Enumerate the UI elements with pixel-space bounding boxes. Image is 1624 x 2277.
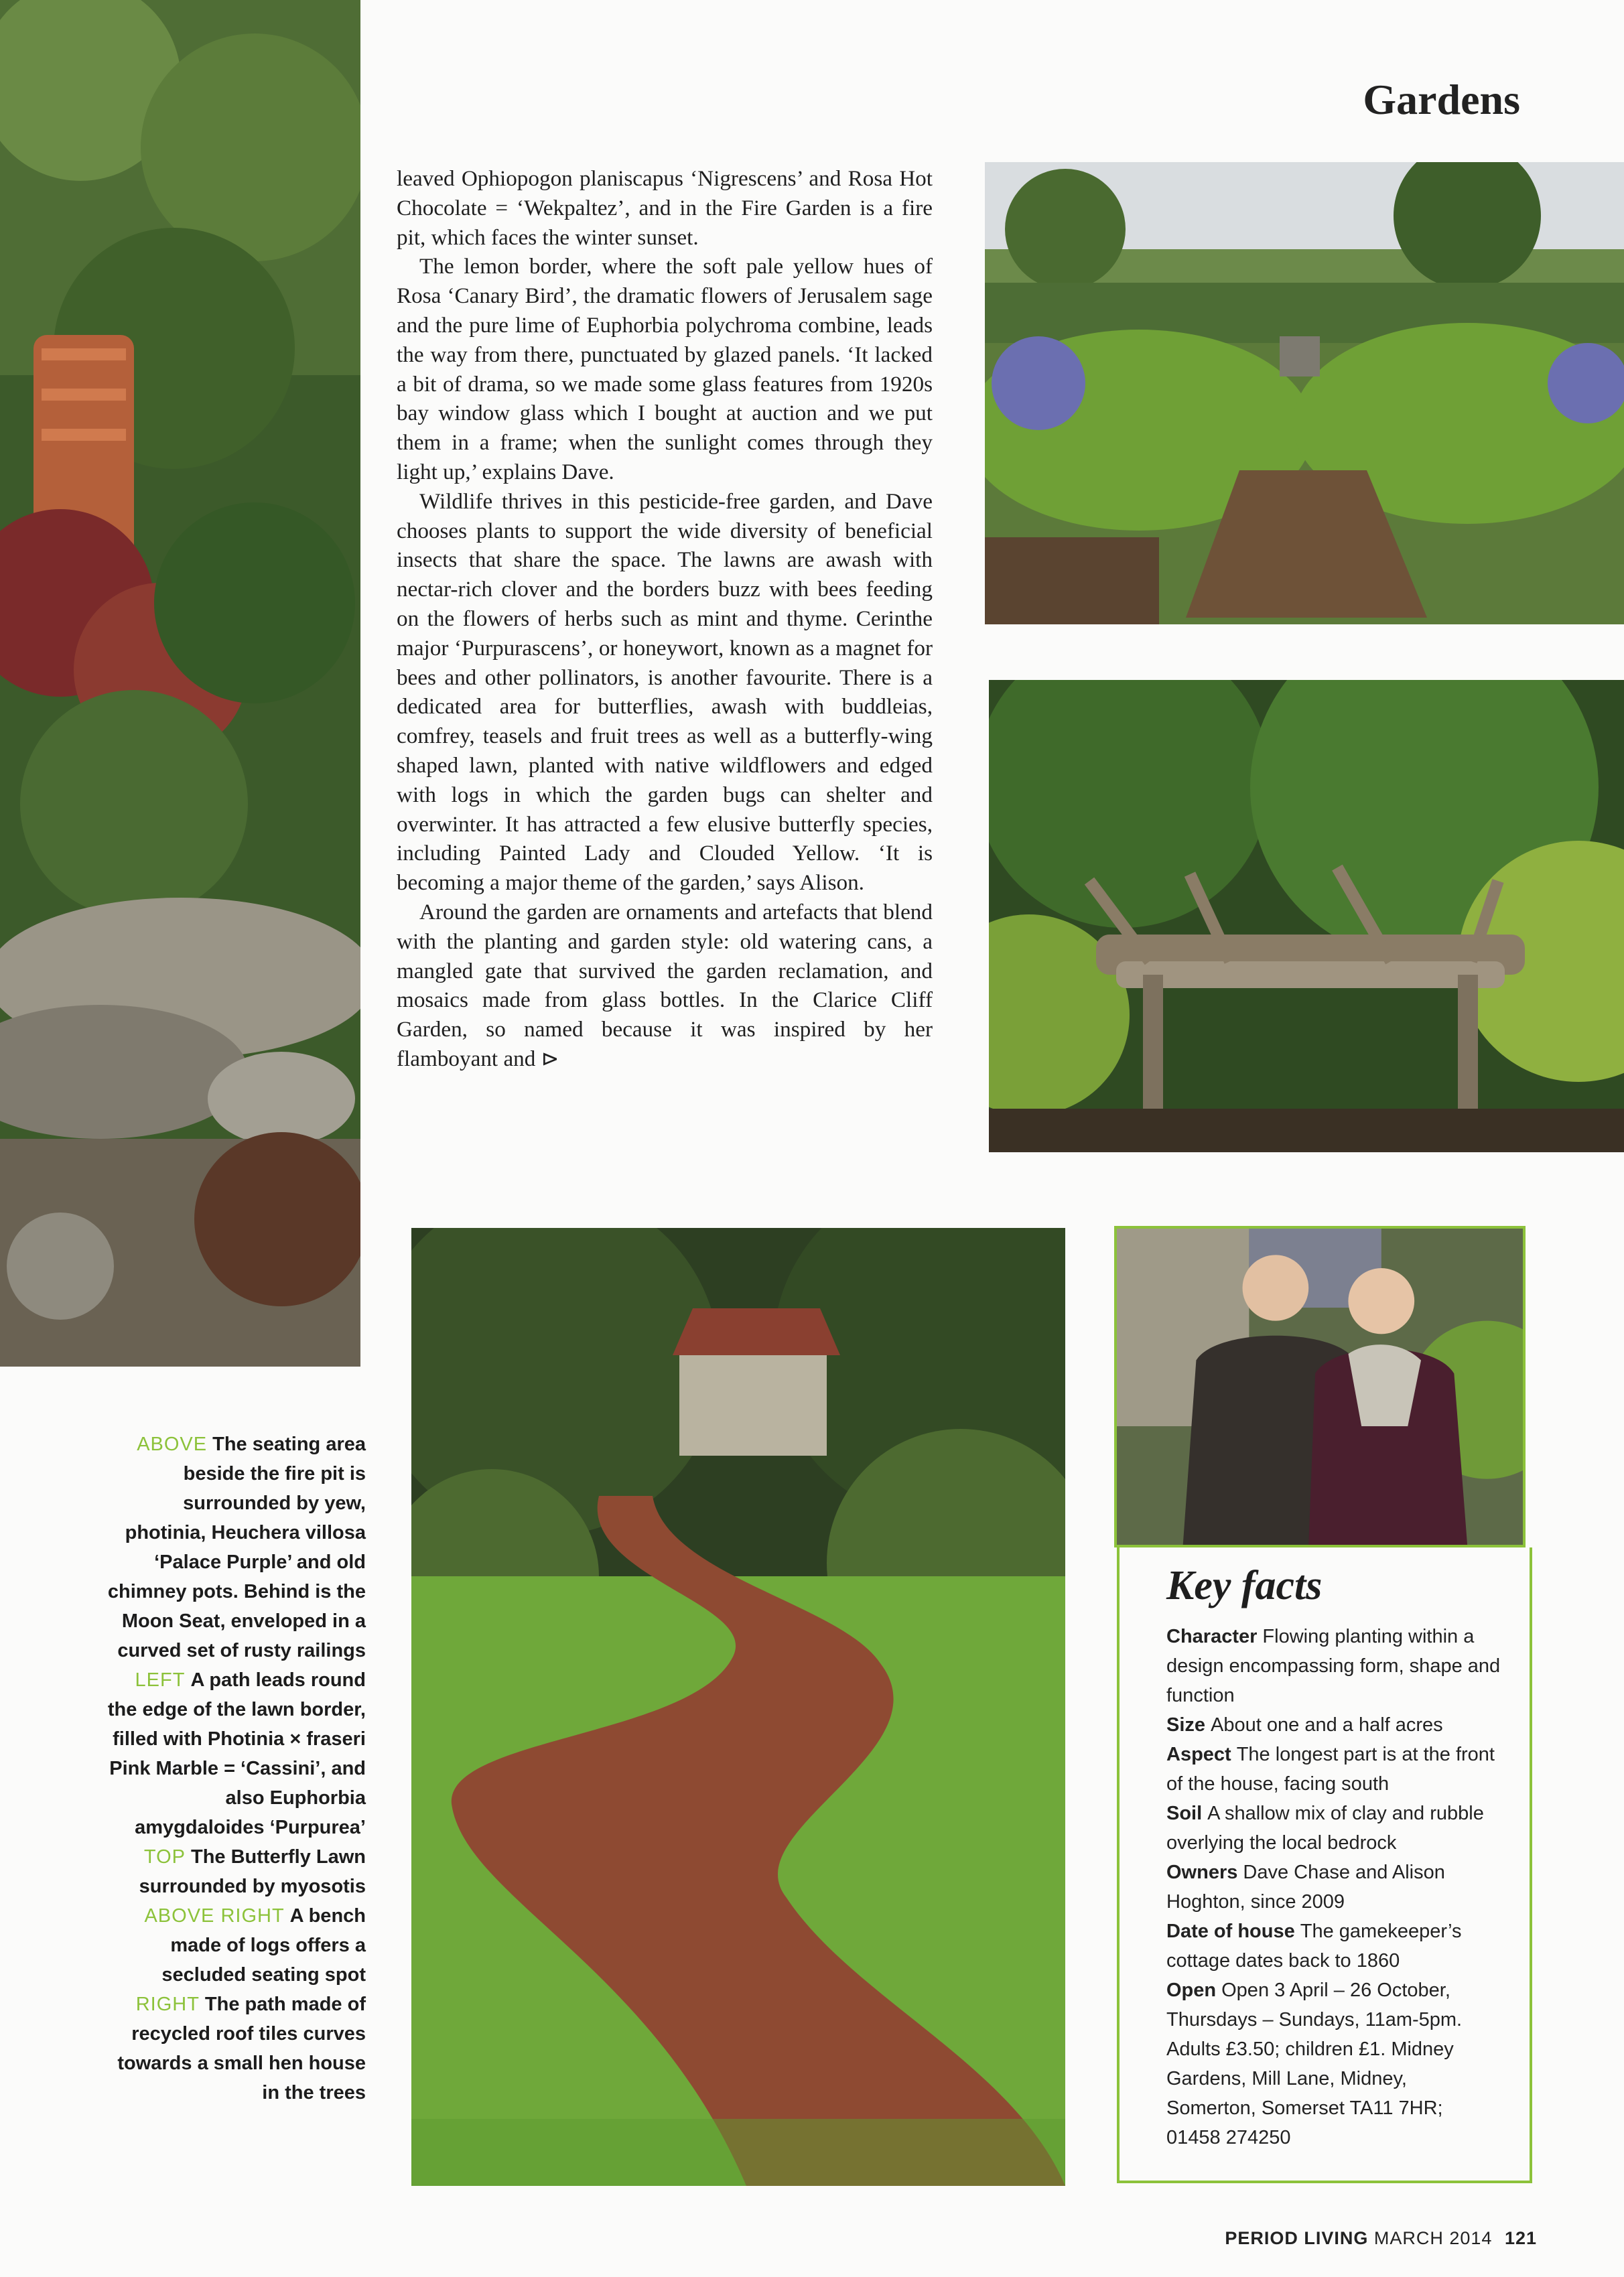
photo-log-bench bbox=[989, 680, 1624, 1152]
body-paragraph: The lemon border, where the soft pale yellow hues of Rosa ‘Canary Bird’, the dramatic flowers of Jerusalem sage and the pure lime of Euphorbia polychroma combine, leads the way from there, punctuated by glazed panels. ‘It lacked a bit of drama, so we made some glass features from 1920s bay window glass which I bought at auction and we put them in a frame; when the sunlight comes through they light up,’ explains Dave. bbox=[397, 254, 933, 484]
caption-label: ABOVE bbox=[137, 1434, 208, 1455]
key-fact-item bbox=[1166, 1858, 1501, 1917]
key-fact-label: Aspect bbox=[1166, 1744, 1231, 1765]
continue-marker: ⊳ bbox=[541, 1046, 559, 1071]
key-fact-value: About one and a half acres bbox=[1211, 1714, 1443, 1736]
photo-captions bbox=[107, 1430, 366, 2108]
page-footer bbox=[1225, 2228, 1537, 2249]
key-fact-label: Date of house bbox=[1166, 1921, 1295, 1942]
article-body bbox=[397, 164, 933, 1074]
body-paragraph-text: Around the garden are ornaments and artefacts that blend with the planting and garden style: old watering cans, a mangled gate that survived the garden reclamation, and mosaics made from glass bottles. In the Clarice Cliff Garden, so named because it was inspired by her flamboyant and bbox=[397, 899, 933, 1071]
key-fact-label: Owners bbox=[1166, 1862, 1238, 1883]
body-paragraph: Wildlife thrives in this pesticide-free garden, and Dave chooses plants to support the wide diversity of beneficial insects that share the space. The lawns are awash with nectar-rich clover and the borders buzz with bees feeding on the flowers of herbs such as mint and thyme. Cerinthe major ‘Purpurascens’, or honeywort, known as a magnet for bees and other pollinators, is another favourite. There is a dedicated area for butterflies, awash with buddleias, comfrey, teasels and fruit trees as well as a butterfly-wing shaped lawn, planted with native wildflowers and edged with logs in which the garden bugs can shelter and overwinter. It has attracted a few elusive butterfly species, including Painted Lady and Clouded Yellow. ‘It is becoming a major theme of the garden,’ says Alison. bbox=[397, 488, 933, 896]
key-fact-value: A shallow mix of clay and rubble overlying the local bedrock bbox=[1166, 1803, 1484, 1854]
publication-name: PERIOD LIVING bbox=[1225, 2228, 1369, 2248]
caption-text: The seating area beside the fire pit is surrounded by yew, photinia, Heuchera villosa ‘Palace Purple’ and old chimney pots. Behind is the Moon Seat, enveloped in a curved set of rusty railings bbox=[107, 1434, 366, 1661]
key-fact-value: Flowing planting within a design encompassing form, shape and function bbox=[1166, 1626, 1501, 1706]
body-paragraph: leaved Ophiopogon planiscapus ‘Nigrescens’ and Rosa Hot Chocolate = ‘Wekpaltez’, and in the Fire Garden is a fire pit, which faces the winter sunset. bbox=[397, 166, 933, 250]
caption-label: LEFT bbox=[135, 1669, 186, 1691]
key-fact-item bbox=[1166, 1710, 1501, 1740]
key-facts-title: Key facts bbox=[1166, 1563, 1323, 1608]
key-fact-label: Soil bbox=[1166, 1803, 1203, 1824]
key-facts-box bbox=[1117, 1547, 1532, 2183]
key-facts-list bbox=[1166, 1622, 1501, 2152]
key-fact-label: Open bbox=[1166, 1980, 1217, 2001]
key-fact-label: Character bbox=[1166, 1626, 1258, 1647]
key-fact-item bbox=[1166, 1799, 1501, 1858]
caption-label: RIGHT bbox=[135, 1994, 200, 2015]
key-fact-item bbox=[1166, 1917, 1501, 1976]
photo-chimney-pots bbox=[0, 0, 360, 1367]
key-fact-value: The gamekeeper’s cottage dates back to 1860 bbox=[1166, 1921, 1462, 1972]
caption-text: A path leads round the edge of the lawn border, filled with Photinia × fraseri Pink Marble = ‘Cassini’, and also Euphorbia amygdaloides ‘Purpurea’ bbox=[107, 1669, 366, 1838]
caption-label: TOP bbox=[143, 1846, 186, 1868]
photo-butterfly-lawn bbox=[985, 162, 1624, 624]
key-fact-label: Size bbox=[1166, 1714, 1206, 1736]
key-fact-value: Dave Chase and Alison Hoghton, since 2009 bbox=[1166, 1862, 1445, 1913]
caption-label: ABOVE RIGHT bbox=[144, 1905, 285, 1927]
caption-text: The Butterfly Lawn surrounded by myosotis bbox=[139, 1846, 366, 1897]
section-title: Gardens bbox=[1363, 76, 1520, 123]
body-paragraph bbox=[397, 898, 933, 1074]
caption-text: The path made of recycled roof tiles curves towards a small hen house in the trees bbox=[117, 1994, 366, 2103]
key-fact-item bbox=[1166, 1622, 1501, 1710]
caption-text: A bench made of logs offers a secluded seating spot bbox=[161, 1905, 366, 1986]
key-fact-item bbox=[1166, 1740, 1501, 1799]
key-fact-item bbox=[1166, 1976, 1501, 2152]
photo-tile-path bbox=[411, 1228, 1065, 2186]
page-number: 121 bbox=[1504, 2228, 1537, 2248]
issue-date: MARCH 2014 bbox=[1373, 2228, 1493, 2248]
photo-owners bbox=[1114, 1226, 1526, 1547]
key-fact-value: Open 3 April – 26 October, Thursdays – Sundays, 11am-5pm. Adults £3.50; children £1. Midney Gardens, Mill Lane, Midney, Somerton, Somerset TA11 7HR; 01458 274250 bbox=[1166, 1980, 1463, 2148]
key-fact-value: The longest part is at the front of the house, facing south bbox=[1166, 1744, 1495, 1795]
